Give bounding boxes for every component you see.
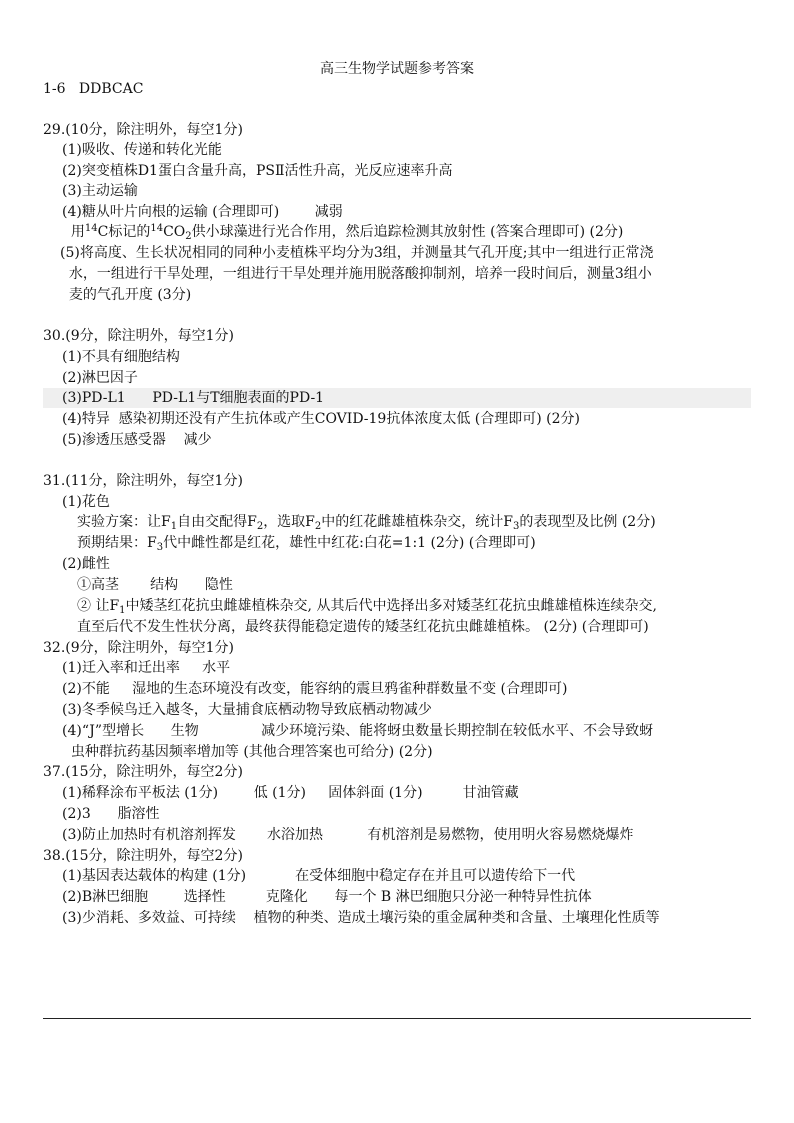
q29-answer-2: (2)突变植株D1蛋白含量升高，PSⅡ活性升高，光反应速率升高 (62, 163, 453, 179)
q29-answer-3: (3)主动运输 (62, 183, 138, 199)
q38-heading: 38.(15分，除注明外，每空2分) (43, 848, 243, 864)
q29-method-co: CO (163, 224, 186, 240)
q32-answer-4-line-1: (4)“J”型增长 生物 减少环境污染、能将蚜虫数量长期控制在较低水平、不会导致蚜 (62, 723, 654, 739)
q29-answer-4-method (62, 222, 623, 244)
q38-answer-3: (3)少消耗、多效益、可持续 植物的种类、造成土壤污染的重金属种类和含量、土壤理化性质等 (62, 910, 660, 926)
q30-answer-3: (3)PD-L1 PD-L1与T细胞表面的PD-1 (43, 388, 751, 408)
q30-answer-2: (2)淋巴因子 (62, 370, 138, 386)
q29-heading: 29.(10分，除注明外，每空1分) (43, 122, 243, 138)
q29-method-text-2: C标记的 (97, 224, 151, 240)
q32-answer-1: (1)迁入率和迁出率 水平 (62, 660, 231, 676)
q31-answer-2: (2)雌性 (62, 556, 110, 572)
q31-experiment-plan (77, 512, 656, 534)
q32-answer-4-line-2: 虫种群抗药基因频率增加等 (其他合理答案也可给分) (2分) (62, 744, 433, 760)
multiple-choice-answers: 1-6 DDBCAC (43, 81, 144, 97)
q31-expected-result (77, 533, 536, 555)
q31-answer-2-part-2 (77, 596, 657, 618)
q37-answer-3: (3)防止加热时有机溶剂挥发 水浴加热 有机溶剂是易燃物，使用明火容易燃烧爆炸 (62, 827, 634, 843)
q31-part2-text-1: ② 让F (77, 598, 120, 614)
q31-plan-text-4: 中的红花雌雄植株杂交，统计F (321, 514, 513, 530)
q31-answer-1: (1)花色 (62, 494, 110, 510)
q31-plan-text-2: 自由交配得F (177, 514, 257, 530)
q31-plan-sub-2: 2 (256, 521, 264, 532)
q29-answer-4: (4)糖从叶片向根的运输 (合理即可) 减弱 (62, 204, 343, 220)
q29-method-sup-2: 14 (150, 223, 164, 234)
q31-part2-text-2: 中矮茎红花抗虫雌雄植株杂交, 从其后代中选择出多对矮茎红花抗虫雌雄植株连续杂交, (125, 598, 657, 614)
q38-answer-2: (2)B淋巴细胞 选择性 克隆化 每一个 B 淋巴细胞只分泌一种特异性抗体 (62, 889, 592, 905)
q29-answer-5-line-1: (5)将高度、生长状况相同的同种小麦植株平均分为3组，并测量其气孔开度;其中一组进行正常浇 (60, 245, 654, 261)
q31-plan-sub-4: 3 (513, 521, 520, 532)
q31-plan-sub-1: 1 (170, 521, 178, 532)
q38-answer-1: (1)基因表达载体的构建 (1分) 在受体细胞中稳定存在并且可以遗传给下一代 (62, 868, 576, 884)
q30-answer-4: (4)特异 感染初期还没有产生抗体或产生COVID-19抗体浓度太低 (合理即可) (2分) (62, 411, 580, 427)
q31-result-sub: 3 (156, 542, 164, 553)
q31-plan-text-1: 实验方案：让F (77, 514, 171, 530)
q29-method-sup-1: 14 (84, 223, 98, 234)
q31-heading: 31.(11分，除注明外，每空1分) (43, 473, 243, 489)
q31-plan-sub-3: 2 (314, 521, 322, 532)
q32-heading: 32.(9分，除注明外，每空1分) (43, 640, 235, 656)
page-title: 高三生物学试题参考答案 (320, 61, 474, 77)
q32-answer-3: (3)冬季候鸟迁入越冬，大量捕食底栖动物导致底栖动物减少 (62, 702, 432, 718)
q30-heading: 30.(9分，除注明外，每空1分) (43, 328, 235, 344)
q31-result-text-2: 代中雌性都是红花，雄性中红花:白花=1:1 (2分) (合理即可) (163, 535, 536, 551)
q31-part2-sub: 1 (119, 605, 126, 616)
q31-result-text-1: 预期结果：F (77, 535, 157, 551)
q31-answer-2-part-2-cont: 直至后代不发生性状分离，最终获得能稳定遗传的矮茎红花抗虫雌雄植株。 (2分) (合理即可) (77, 619, 649, 635)
q37-answer-2: (2)3 脂溶性 (62, 806, 160, 822)
footer-rule (43, 1018, 751, 1019)
q29-method-text-3: 供小球藻进行光合作用，然后追踪检测其放射性 (答案合理即可) (2分) (191, 224, 624, 240)
q30-answer-5: (5)渗透压感受器 减少 (62, 432, 212, 448)
q29-method-text-1: 用 (62, 224, 85, 240)
q31-plan-text-5: 的表现型及比例 (2分) (519, 514, 656, 530)
q30-answer-1: (1)不具有细胞结构 (62, 349, 180, 365)
q37-answer-1: (1)稀释涂布平板法 (1分) 低 (1分) 固体斜面 (1分) 甘油管藏 (62, 785, 519, 801)
q32-answer-2: (2)不能 湿地的生态环境没有改变，能容纳的震旦鸦雀种群数量不变 (合理即可) (62, 681, 568, 697)
q29-answer-1: (1)吸收、传递和转化光能 (62, 142, 222, 158)
q29-answer-5-line-2: 水，一组进行干旱处理，一组进行干旱处理并施用脱落酸抑制剂，培养一段时间后，测量3组小 (60, 266, 652, 282)
q31-plan-text-3: ，选取F (263, 514, 315, 530)
q29-method-sub: 2 (185, 231, 192, 242)
q29-answer-5-line-3: 麦的气孔开度 (3分) (60, 287, 192, 303)
q31-answer-2-part-1: ①高茎 结构 隐性 (77, 577, 233, 593)
q37-heading: 37.(15分，除注明外，每空2分) (43, 764, 243, 780)
